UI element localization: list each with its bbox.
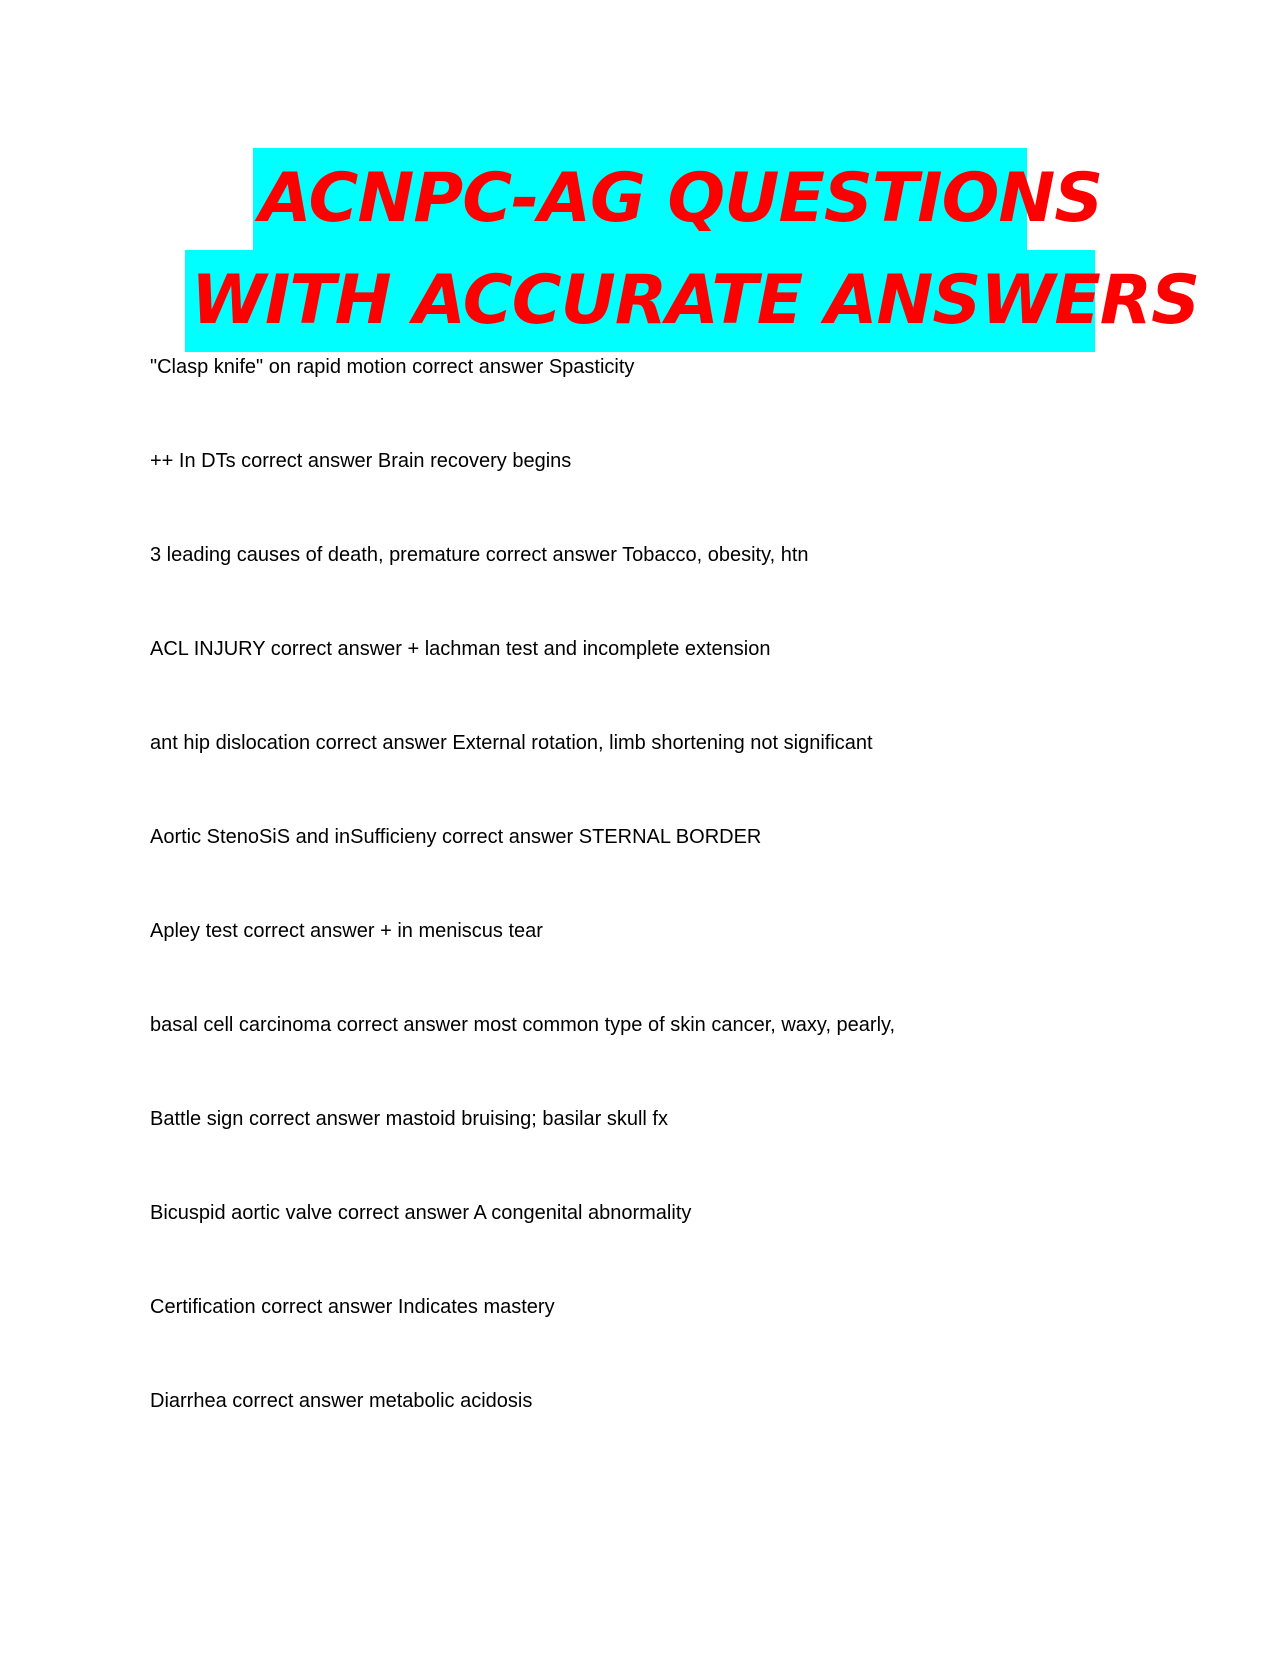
qa-item: Aortic StenoSiS and inSufficieny correct answer STERNAL BORDER	[150, 826, 762, 848]
title-line-2: WITH ACCURATE ANSWERS	[185, 250, 1095, 352]
qa-item: 3 leading causes of death, premature correct answer Tobacco, obesity, htn	[150, 544, 809, 566]
qa-item: Apley test correct answer + in meniscus tear	[150, 920, 543, 942]
qa-item: Battle sign correct answer mastoid bruising; basilar skull fx	[150, 1108, 668, 1130]
qa-item: Bicuspid aortic valve correct answer A congenital abnormality	[150, 1202, 692, 1224]
qa-list	[150, 352, 1150, 1480]
title-line-1: ACNPC-AG QUESTIONS	[253, 148, 1027, 250]
qa-item: ++ In DTs correct answer Brain recovery begins	[150, 450, 572, 472]
qa-item: basal cell carcinoma correct answer most common type of skin cancer, waxy, pearly,	[150, 1014, 896, 1036]
document-title	[0, 148, 1280, 352]
qa-item: ant hip dislocation correct answer External rotation, limb shortening not significant	[150, 732, 873, 754]
qa-item: "Clasp knife" on rapid motion correct answer Spasticity	[150, 356, 635, 378]
qa-item: ACL INJURY correct answer + lachman test and incomplete extension	[150, 638, 771, 660]
qa-item: Diarrhea correct answer metabolic acidosis	[150, 1390, 533, 1412]
qa-item: Certification correct answer Indicates mastery	[150, 1296, 555, 1318]
